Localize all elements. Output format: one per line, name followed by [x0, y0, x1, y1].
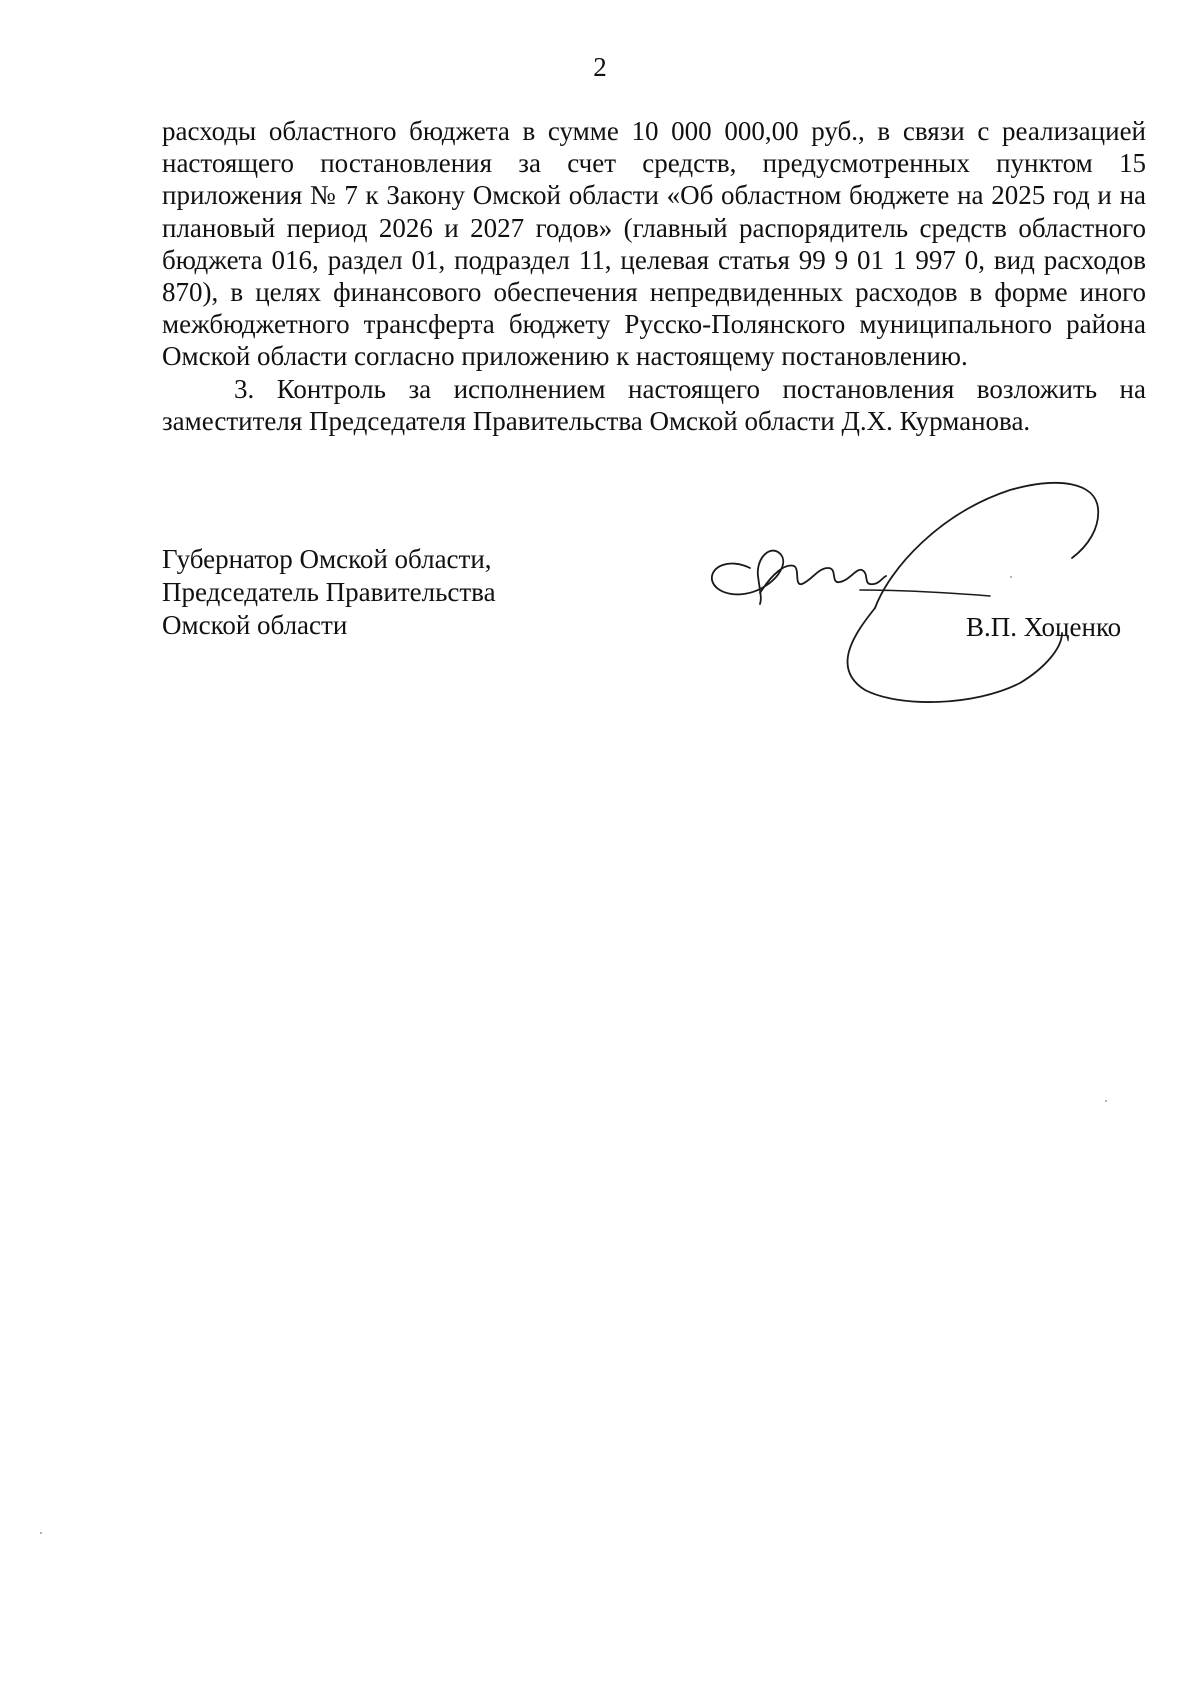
paragraph-budget-expenses: расходы областного бюджета в сумме 10 000 000,00 руб., в связи с реализацией настоящего постановления за счет средств, предусмотренных пунктом 15 приложения № 7 к Закону Омской области «Об областном бюджете на 2025 год и на плановый период 2026 и 2027 годов» (главный распорядитель средств областного бюджета 016, раздел 01, подраздел 11, целевая статья 99 9 01 1 997 0, вид расходов 870), в целях финансового обеспечения непредвиденных расходов в форме иного межбюджетного трансферта бюджету Русско-Полянского муниципального района Омской области согласно приложению к настоящему постановлению.: [162, 116, 1146, 372]
signatory-title: [162, 543, 496, 642]
signature-stroke: [860, 590, 990, 596]
scan-speck: [40, 1532, 42, 1534]
signature-letters: [760, 566, 886, 593]
page-number: 2: [593, 52, 607, 82]
document-body: [162, 115, 1146, 437]
signature-loop: [875, 483, 1098, 608]
signatory-name: В.П. Хоценко: [966, 612, 1122, 642]
handwritten-signature-icon: [690, 468, 1140, 708]
signatory-title-line: Председатель Правительства: [162, 577, 496, 607]
signature-sweep: [847, 608, 1062, 702]
paragraph-control: 3. Контроль за исполнением настоящего постановления возложить на заместителя Председателя Правительства Омской области Д.Х. Курманова.: [162, 373, 1146, 436]
scan-speck: [1105, 1100, 1107, 1102]
signatory-title-line: Омской области: [162, 610, 348, 640]
signatory-title-line: Губернатор Омской области,: [162, 544, 492, 574]
scan-speck: [1010, 576, 1012, 578]
